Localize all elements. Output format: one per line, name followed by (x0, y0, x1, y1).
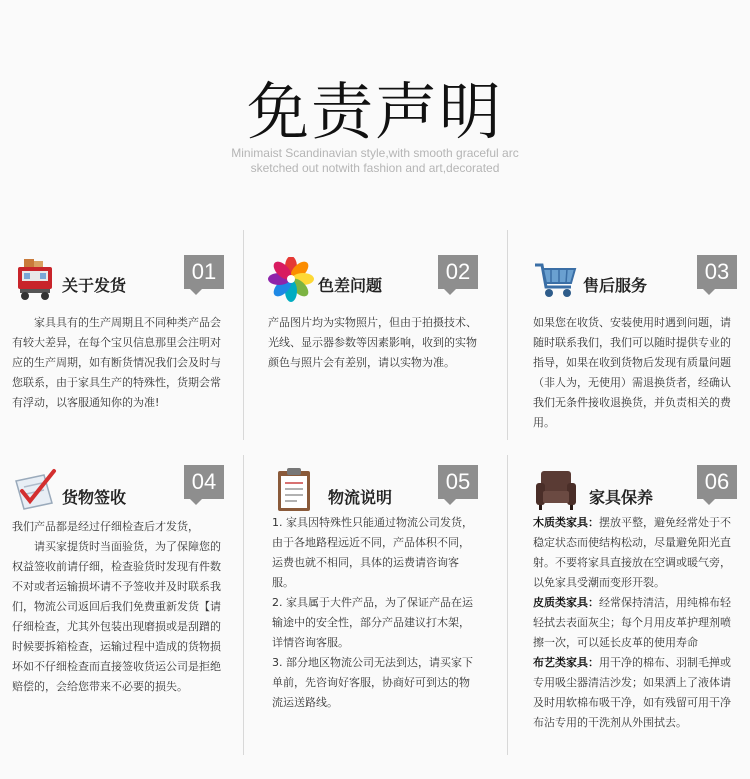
card-text: 1. 家具因特殊性只能通过物流公司发货，由于各地路程远近不同，产品体积不同，运费也就不相同，具体的运费请咨询客服。 (272, 516, 473, 589)
divider-line (243, 230, 244, 440)
divider-line (507, 455, 508, 755)
card-title: 关于发货 (62, 276, 127, 295)
card-number-badge: 02 (438, 255, 478, 289)
card-title: 家具保养 (589, 488, 654, 507)
care-item (533, 593, 739, 653)
card-text: 家具具有的生产周期且不同种类产品会有较大差异，在每个宝贝信息那里会注明对应的生产周期，如有断货情况我们会及时与您联系，由于家具生产的特殊性，货期会常有浮动，以客服通知你的为准! (12, 316, 221, 409)
subtitle-line-1: Minimaist Scandinavian style,with smooth graceful arc (231, 146, 519, 160)
card-logistics (272, 465, 480, 713)
checkmark-document-icon (12, 467, 58, 513)
subtitle-line-2: sketched out notwith fashion and art,decorated (250, 161, 500, 175)
care-item-label: 布艺类家具： (533, 656, 599, 669)
card-number-badge: 01 (184, 255, 224, 289)
delivery-truck-icon (12, 257, 58, 303)
card-text: 2. 家具属于大件产品，为了保证产品在运输途中的安全性，部分产品建议打木架，详情咨询客服。 (272, 596, 473, 649)
card-title: 售后服务 (583, 276, 648, 295)
armchair-icon (533, 467, 579, 513)
care-item (533, 653, 739, 733)
care-item-text: 摆放平整，避免经常处于不稳定状态而使结构松动，尽量避免阳光直射。不要将家具直接放在空调或暖气旁，以免家具受潮而变形开裂。 (533, 516, 731, 589)
card-number-badge: 03 (697, 255, 737, 289)
card-receipt (12, 465, 226, 697)
card-text: 3. 部分地区物流公司无法到达，请买家下单前，先咨询好客服，协商好可到达的物流运送路线。 (272, 656, 473, 709)
card-after-sales (533, 255, 739, 433)
card-text: 我们产品都是经过仔细检查后才发货， (12, 520, 199, 533)
care-item-text: 用干净的棉布、羽制毛掸或专用吸尘器清洁沙发；如果洒上了液体请及时用软棉布吸干净，如有残留可用干净布沾专用的干洗剂从外围拭去。 (533, 656, 731, 729)
divider-line (507, 230, 508, 440)
card-title: 色差问题 (318, 276, 383, 295)
card-text: 请买家提货时当面验货，为了保障您的权益签收前请仔细，检查验货时发现有件数不对或者运输损坏请不予签收并及时联系我们，物流公司返回后我们免费重新发货【请仔细检查，尤其外包装出现磨损或是刮蹭的时候要拆箱检查，运输过程中造成的货物损坏如不仔细检查而直接签收货运公司是拒绝赔偿的，会给您带来不必要的损失。 (12, 540, 221, 693)
care-item-label: 皮质类家具： (533, 596, 599, 609)
card-color-difference (268, 255, 480, 373)
card-title: 货物签收 (62, 488, 127, 507)
care-item-text: 经常保持清洁，用纯棉布轻轻拭去表面灰尘；每个月用皮革护理剂喷擦一次，可以延长皮革的使用寿命 (533, 596, 731, 649)
color-wheel-icon (268, 257, 314, 303)
card-number-badge: 04 (184, 465, 224, 499)
card-text: 产品图片均为实物照片，但由于拍摄技术、光线、显示器参数等因素影响，收到的实物颜色与照片会有差别，请以实物为准。 (268, 316, 477, 369)
card-number-badge: 05 (438, 465, 478, 499)
care-item-label: 木质类家具： (533, 516, 599, 529)
card-shipping (12, 255, 226, 413)
clipboard-icon (272, 467, 318, 513)
card-title: 物流说明 (328, 488, 393, 507)
card-text: 如果您在收货、安装使用时遇到问题，请随时联系我们，我们可以随时提供专业的指导，如果在收到货物后发现有质量问题（非人为，无使用）需退换货者，经确认我们无条件接收退换货，并负责相关的费用。 (533, 316, 731, 429)
card-number-badge: 06 (697, 465, 737, 499)
divider-line (243, 455, 244, 755)
page-title: 免责声明 (246, 75, 503, 148)
card-furniture-care (533, 465, 739, 733)
care-item (533, 513, 739, 593)
shopping-cart-icon (533, 257, 579, 303)
